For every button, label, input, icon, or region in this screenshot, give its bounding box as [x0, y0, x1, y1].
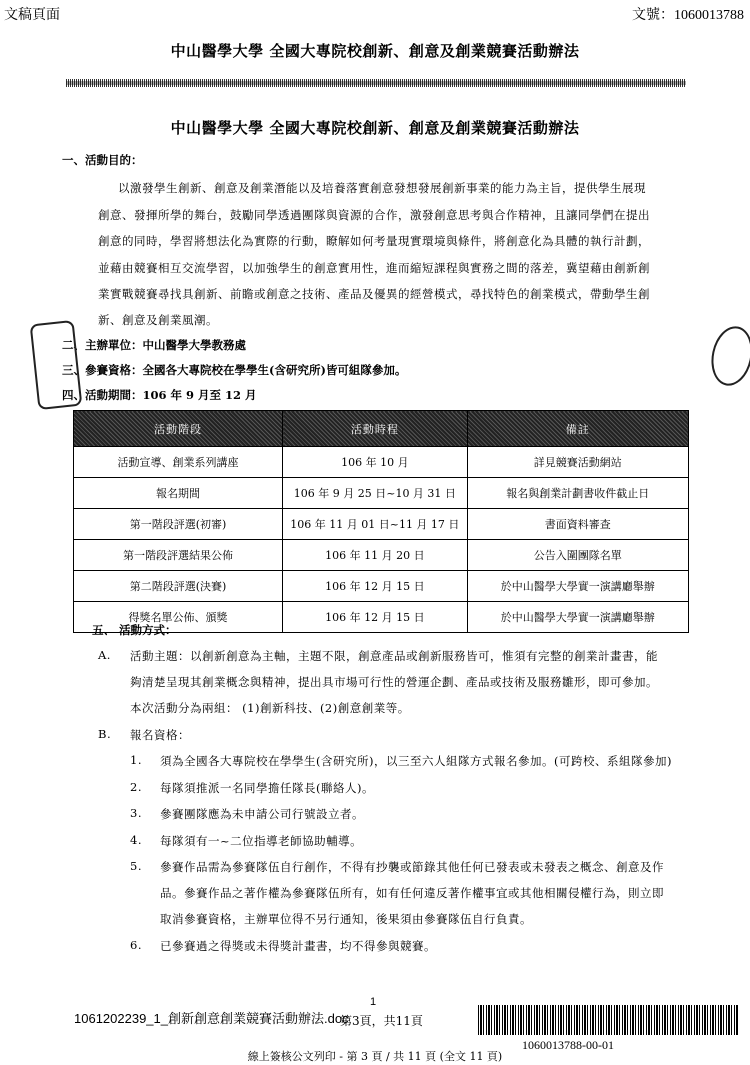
table-cell: 第一階段評選(初審)	[74, 509, 283, 540]
table-cell: 於中山醫學大學實一演講廳舉辦	[467, 571, 688, 602]
schedule-table	[73, 410, 689, 633]
section-1-line: 創意、發揮所學的舞台，鼓勵同學透過團隊與資源的合作，激發創意思考與合作精神，且讓同學們在提出	[98, 208, 650, 222]
table-row	[74, 509, 689, 540]
section-1-line: 創意的同時，學習將想法化為實際的行動，瞭解如何考量現實環境與條件，將創意化為具體的執行計劃，	[98, 234, 650, 248]
item-number: 1.	[130, 753, 142, 767]
section-4-period: 四、活動期間：106 年 9 月至 12 月	[62, 388, 257, 402]
table-cell: 106 年 11 月 20 日	[283, 540, 468, 571]
table-cell: 報名期間	[74, 478, 283, 509]
item-number: 6.	[130, 938, 142, 952]
section-1-line: 新、創意及創業風潮。	[98, 313, 218, 327]
table-cell: 得獎名單公佈、頒獎	[74, 602, 283, 633]
table-cell: 106 年 11 月 01 日~11 月 17 日	[283, 509, 468, 540]
list-item: 取消參賽資格，主辦單位得不另行通知，後果須由參賽隊伍自行負責。	[160, 912, 532, 926]
item-a-marker: A.	[98, 648, 111, 662]
list-item: 已參賽過之得獎或未得獎計畫書，均不得參與競賽。	[160, 939, 436, 953]
item-number: 5.	[130, 859, 142, 873]
table-cell: 106 年 12 月 15 日	[283, 602, 468, 633]
list-item: 品。參賽作品之著作權為參賽隊伍所有，如有任何違反著作權事宜或其他相關侵權行為，則立即	[160, 886, 664, 900]
list-item: 須為全國各大專院校在學學生(含研究所)，以三至六人組隊方式報名參加。(可跨校、系組隊參加)	[160, 754, 672, 768]
divider-rule-shade	[66, 81, 686, 85]
item-number: 3.	[130, 806, 142, 820]
column-header: 備註	[467, 411, 688, 447]
section-1-heading: 一、活動目的：	[62, 153, 143, 167]
section-2-organizer: 二、主辦單位：中山醫學大學教務處	[62, 338, 246, 352]
item-a-line: 夠清楚呈現其創業概念與精神，提出具市場可行性的營運企劃、產品或技術及服務雛形，即可參加。	[130, 675, 658, 689]
table-cell: 報名與創業計劃書收件截止日	[467, 478, 688, 509]
table-cell: 106 年 12 月 15 日	[283, 571, 468, 602]
section-1-line: 並藉由競賽相互交流學習，以加強學生的創意實用性，進而縮短課程與實務之間的落差，冀望藉由創新創	[98, 261, 650, 275]
source-filename: 1061202239_1_創新創意創業競賽活動辦法.doc	[74, 1011, 349, 1026]
page-number: 1	[370, 996, 377, 1008]
barcode-graphic	[478, 1005, 738, 1035]
section-1-line: 業實戰競賽尋找具創新、前瞻或創意之技術、產品及優異的經營模式，尋找特色的創業模式，帶動學生創	[98, 287, 650, 301]
table-row	[74, 571, 689, 602]
section-5-heading: 五、 活動方式：	[92, 623, 177, 637]
document-code: 1060013788-00-01	[522, 1038, 614, 1052]
document-type-label: 文稿頁面	[4, 8, 60, 23]
item-b-heading: 報名資格：	[130, 728, 190, 742]
list-item: 參賽團隊應為未申請公司行號設立者。	[160, 807, 364, 821]
item-a-line: 本次活動分為兩組： (1)創新科技、(2)創意創業等。	[130, 701, 410, 715]
item-b-marker: B.	[98, 727, 112, 741]
table-row	[74, 540, 689, 571]
table-cell: 第二階段評選(決賽)	[74, 571, 283, 602]
section-1-line: 以激發學生創新、創意及創業潛能以及培養落實創意發想發展創新事業的能力為主旨，提供學生展現	[118, 181, 646, 195]
table-header-row	[74, 411, 689, 447]
page-title-main: 中山醫學大學 全國大專院校創新、創意及創業競賽活動辦法	[170, 119, 580, 137]
list-item: 每隊須有一~二位指導老師協助輔導。	[160, 834, 363, 848]
document-number: 文號：1060013788	[632, 8, 744, 23]
table-row	[74, 478, 689, 509]
item-a-line: 活動主題：以創新創意為主軸，主題不限，創意產品或創新服務皆可，惟須有完整的創業計畫書，能	[130, 649, 658, 663]
right-seal-stamp	[706, 322, 750, 389]
print-footer: 線上簽核公文列印 - 第 3 頁 / 共 11 頁 (全文 11 頁)	[247, 1050, 503, 1063]
table-cell: 106 年 9 月 25 日~10 月 31 日	[283, 478, 468, 509]
list-item: 參賽作品需為參賽隊伍自行創作，不得有抄襲或節錄其他任何已發表或未發表之概念、創意及作	[160, 860, 664, 874]
table-cell: 詳見競賽活動網站	[467, 447, 688, 478]
table-row	[74, 447, 689, 478]
item-number: 2.	[130, 780, 142, 794]
page-of-total: 第3頁，共11頁	[340, 1014, 423, 1028]
page-title-top: 中山醫學大學 全國大專院校創新、創意及創業競賽活動辦法	[170, 42, 580, 60]
list-item: 每隊須推派一名同學擔任隊長(聯絡人)。	[160, 781, 374, 795]
table-cell: 第一階段評選結果公佈	[74, 540, 283, 571]
table-cell: 活動宣導、創業系列講座	[74, 447, 283, 478]
table-cell: 於中山醫學大學實一演講廳舉辦	[467, 602, 688, 633]
column-header: 活動時程	[283, 411, 468, 447]
table-cell: 106 年 10 月	[283, 447, 468, 478]
section-3-eligibility: 三、參賽資格：全國各大專院校在學學生(含研究所)皆可組隊參加。	[62, 363, 407, 377]
table-cell: 書面資料審查	[467, 509, 688, 540]
table-cell: 公告入圍團隊名單	[467, 540, 688, 571]
item-number: 4.	[130, 833, 142, 847]
column-header: 活動階段	[74, 411, 283, 447]
left-seal-stamp	[30, 320, 83, 410]
